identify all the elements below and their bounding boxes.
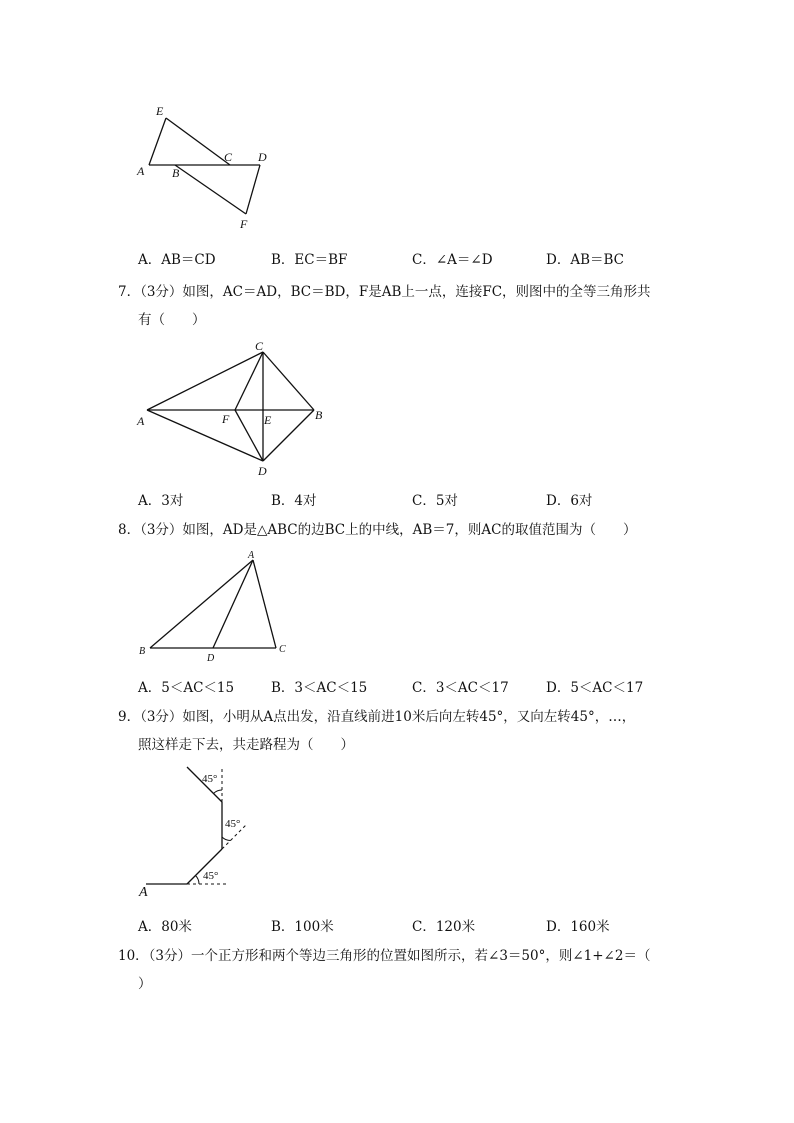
q8-option-a[interactable]: A．5＜AC＜15 xyxy=(138,680,235,696)
label-d: D xyxy=(258,464,267,478)
label-f: F xyxy=(240,217,248,231)
segment-ba xyxy=(150,560,253,648)
label-d: D xyxy=(258,150,267,164)
label-a: A xyxy=(139,885,148,900)
segment-fd xyxy=(246,165,260,214)
q7-option-c[interactable]: C．5对 xyxy=(412,493,458,509)
q10-stem-line2: ） xyxy=(138,976,152,992)
q9-option-d[interactable]: D．160米 xyxy=(546,919,610,935)
label-b: B xyxy=(172,166,180,180)
q8-option-d[interactable]: D．5＜AC＜17 xyxy=(546,680,644,696)
segment-ec xyxy=(166,118,230,165)
q9-option-a[interactable]: A．80米 xyxy=(138,919,192,935)
label-angle-2: 45° xyxy=(225,818,241,830)
label-angle-1: 45° xyxy=(203,870,219,882)
angle-arc-1 xyxy=(196,876,200,885)
label-f: F xyxy=(222,412,230,426)
segment-fd xyxy=(235,410,263,461)
q7-stem-line1: 7．（3分）如图，AC＝AD，BC＝BD，F是AB上一点，连接FC，则图中的全等三角形共 xyxy=(118,284,651,300)
angle-arc-3 xyxy=(214,790,223,794)
segment-fc xyxy=(235,352,263,410)
label-e: E xyxy=(156,104,164,118)
segment-bf xyxy=(175,165,246,214)
label-a: A xyxy=(137,414,145,428)
label-c: C xyxy=(279,644,286,655)
q8-stem-line1: 8．（3分）如图，AD是△ABC的边BC上的中线，AB＝7，则AC的取值范围为（ ） xyxy=(118,522,637,538)
q7-stem-line2: 有（ ） xyxy=(138,312,206,328)
q8-option-c[interactable]: C．3＜AC＜17 xyxy=(412,680,509,696)
figure-q8 xyxy=(130,548,300,666)
label-c: C xyxy=(224,150,233,164)
q7-option-d[interactable]: D．6对 xyxy=(546,493,593,509)
segment-ad xyxy=(213,560,253,648)
label-b: B xyxy=(315,408,323,422)
q6-option-c[interactable]: C．∠A＝∠D xyxy=(412,252,493,268)
segment-ae xyxy=(149,118,166,165)
segment-ac xyxy=(147,352,263,410)
label-a: A xyxy=(137,164,145,178)
segment-cb xyxy=(263,352,314,410)
label-angle-3: 45° xyxy=(202,773,218,785)
q6-option-b[interactable]: B．EC＝BF xyxy=(271,252,348,268)
q8-option-b[interactable]: B．3＜AC＜15 xyxy=(271,680,368,696)
figure-q7 xyxy=(130,335,340,480)
q9-option-b[interactable]: B．100米 xyxy=(271,919,334,935)
q7-option-a[interactable]: A．3对 xyxy=(138,493,184,509)
figure-q6 xyxy=(130,100,290,235)
q6-option-a[interactable]: A．AB＝CD xyxy=(138,252,216,268)
q9-stem-line2: 照这样走下去，共走路程为（ ） xyxy=(138,737,354,753)
q7-option-b[interactable]: B．4对 xyxy=(271,493,317,509)
q6-option-d[interactable]: D．AB＝BC xyxy=(546,252,624,268)
q10-stem-line1: 10．（3分）一个正方形和两个等边三角形的位置如图所示，若∠3＝50°，则∠1+∠2＝（ xyxy=(118,948,651,964)
label-a: A xyxy=(248,550,255,561)
label-d: D xyxy=(207,653,215,664)
label-c: C xyxy=(255,339,264,353)
q9-option-c[interactable]: C．120米 xyxy=(412,919,476,935)
segment-ad xyxy=(147,410,263,461)
label-b: B xyxy=(139,646,146,657)
label-e: E xyxy=(264,413,272,427)
segment-ac xyxy=(253,560,276,648)
q9-stem-line1: 9．（3分）如图，小明从A点出发，沿直线前进10米后向左转45°，又向左转45°，…， xyxy=(118,709,636,725)
angle-arc-2 xyxy=(222,837,231,841)
figure-q9 xyxy=(130,765,260,905)
